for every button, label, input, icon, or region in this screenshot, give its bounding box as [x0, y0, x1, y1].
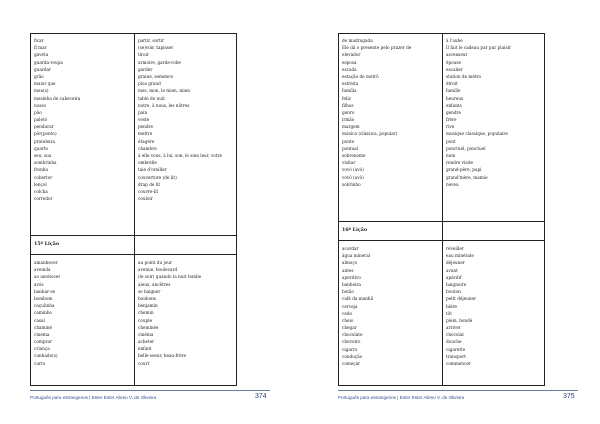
footer-text: Português para estrangeiros | Ester Ester Abreu V. de Oliveira [338, 395, 465, 400]
french-translation: à l'aube [446, 38, 463, 43]
portuguese-term: caçulinha [34, 303, 55, 309]
french-translation: enfant [138, 346, 152, 352]
portuguese-term: pontual [342, 145, 359, 151]
french-translation: baignoire [446, 281, 467, 287]
french-translation: drap de lit [138, 181, 161, 187]
portuguese-term: cigarro [342, 346, 358, 352]
french-translation: grand-père, papi [446, 167, 482, 173]
vocabulary-table-right [338, 33, 545, 386]
french-translation: commencer [446, 361, 471, 366]
french-translation: rive [446, 124, 455, 130]
french-translation: cheminée [138, 324, 159, 330]
french-translation: mes, mon, le mien, mien [138, 88, 190, 94]
portuguese-term: margem [342, 124, 360, 130]
portuguese-term: vovô (avô) [342, 174, 364, 180]
french-translation: aïeux, ancêtres [138, 281, 171, 287]
section-header-divider [339, 240, 544, 241]
portuguese-term: cobertor [34, 174, 53, 180]
portuguese-term: gaveta [34, 52, 49, 58]
portuguese-term: criança [34, 346, 50, 352]
french-translation: pain [138, 109, 148, 115]
french-translation: se baigner [138, 288, 161, 294]
french-translation: escalier [446, 66, 463, 72]
portuguese-term: pão [34, 109, 42, 115]
french-translation: couvre-lit [138, 188, 159, 194]
french-column [138, 259, 201, 367]
portuguese-term: guarda-roupa [34, 59, 63, 65]
french-translation: bouton [446, 289, 461, 295]
french-translation: plus grand [138, 81, 161, 87]
french-translation: couverture (de lit) [138, 174, 177, 180]
french-translation: arriver [446, 325, 461, 331]
french-translation: bonbons [138, 295, 156, 301]
french-translation: ponctuel, ponctuel [446, 145, 486, 151]
french-translation: réveiller [446, 246, 464, 251]
portuguese-term: família [342, 88, 357, 94]
french-translation: armoire, garde-robe [138, 59, 181, 65]
portuguese-term: fronha [34, 167, 48, 173]
vocabulary-table-left [30, 33, 237, 386]
portuguese-term: pendurar [34, 124, 54, 130]
french-translation: graine, semence [138, 73, 173, 79]
portuguese-term: genro [342, 109, 355, 115]
portuguese-column [34, 259, 60, 367]
french-translation: douche [446, 339, 462, 345]
portuguese-term: esposa [342, 59, 357, 65]
portuguese-term: cedo [342, 310, 353, 316]
portuguese-term: almoço [342, 260, 358, 266]
french-column [446, 37, 511, 188]
portuguese-term: caminho [34, 310, 53, 316]
portuguese-term: escada [342, 66, 357, 72]
french-translation: bière [446, 303, 457, 309]
french-translation: transport [446, 353, 466, 359]
section-divider [339, 221, 544, 222]
portuguese-term: estação de metrô [342, 73, 379, 79]
portuguese-term: prateleira [34, 138, 55, 144]
french-translation: avant [446, 267, 458, 273]
portuguese-term: feliz [342, 95, 351, 101]
portuguese-term: cerveja [342, 303, 358, 309]
portuguese-term: sombrinha [34, 160, 57, 166]
french-translation: (le soir) quando la nuit tombe [138, 274, 202, 280]
portuguese-term: sobrenome [342, 153, 366, 158]
french-translation: (se)voir, tapisser [138, 45, 174, 51]
french-translation: plein, bondé [446, 317, 473, 323]
page-number: 375 [563, 393, 575, 400]
portuguese-term: vovó (avó) [342, 167, 364, 173]
portuguese-term: ficar [34, 38, 44, 43]
french-translation: belle-soeur, beau-frère [138, 353, 187, 359]
portuguese-term: casal [34, 317, 45, 323]
french-translation: chambre [138, 145, 157, 151]
french-translation: veste [138, 117, 150, 123]
portuguese-term: amanhecer [34, 260, 58, 265]
french-translation: eau minérale [446, 253, 474, 259]
portuguese-term: cheio [342, 317, 354, 323]
french-translation: rendre visite [446, 160, 474, 166]
portuguese-term: banhar-se [34, 288, 56, 294]
french-translation: garder [138, 66, 153, 72]
footer-text: Português para estrangeiros | Ester Ester Abreu V. de Oliveira [30, 395, 157, 400]
french-translation: partir, sortir [138, 38, 165, 43]
portuguese-term: sobrinho [342, 181, 361, 187]
french-translation: apéritif [446, 274, 462, 280]
french-translation: ascenseur [446, 52, 468, 58]
portuguese-term: curto [34, 360, 46, 366]
french-translation: enfants [446, 102, 462, 108]
section-header-divider [31, 254, 236, 255]
french-translation: tiroir [138, 52, 149, 58]
page-number: 374 [255, 393, 267, 400]
french-translation: station de métro [446, 73, 482, 79]
portuguese-term: café da manhã [342, 296, 374, 302]
french-translation: musique classique, populaire [446, 131, 508, 137]
portuguese-term: bombom [34, 295, 53, 301]
portuguese-term: mesinha de cabeceira [34, 95, 81, 101]
portuguese-term: avós [34, 281, 44, 287]
french-column [446, 245, 476, 367]
portuguese-term: avenida [34, 267, 51, 273]
portuguese-term: ponte [342, 138, 355, 144]
french-translation: famille [446, 88, 461, 94]
portuguese-term: chegar [342, 325, 357, 331]
portuguese-term: grão [34, 73, 44, 79]
french-translation: acheter [138, 339, 155, 345]
portuguese-term: maior que [34, 81, 56, 87]
french-translation: taie d'oreiller [138, 167, 167, 173]
french-translation: nom [446, 153, 456, 158]
section-title: 15ª Lição [34, 241, 60, 247]
portuguese-column [342, 37, 411, 188]
french-translation: court [138, 360, 150, 366]
portuguese-term: botão [342, 289, 354, 295]
portuguese-term: cinema [34, 331, 50, 337]
french-translation: étroit [446, 81, 458, 87]
french-translation: au point du jour [138, 260, 173, 265]
portuguese-column [34, 37, 80, 202]
portuguese-term: elevador [342, 52, 361, 58]
french-translation: mettre [138, 131, 153, 137]
french-translation: table de nuit [138, 95, 165, 101]
portuguese-term: acordar [342, 246, 359, 251]
french-translation: couloir [138, 196, 153, 202]
section-title: 16ª Lição [342, 227, 368, 233]
french-translation: Il fait le cadeau par pur plaisir [446, 45, 511, 51]
section-divider [31, 235, 236, 236]
portuguese-term: meu(s) [34, 88, 49, 94]
portuguese-term: banheira [342, 281, 361, 287]
french-translation: tôt [446, 310, 452, 316]
portuguese-term: começar [342, 361, 361, 366]
french-translation: épouse [446, 59, 462, 65]
french-translation: chemin [138, 310, 154, 316]
french-translation: neveu [446, 181, 459, 187]
portuguese-term: visitar [342, 160, 356, 166]
french-translation: étagère [138, 138, 155, 144]
portuguese-term: quarto [34, 145, 49, 151]
portuguese-term: Ele dá o presente pelo prazer de [342, 45, 412, 51]
portuguese-term: colcha [34, 188, 48, 194]
portuguese-term: água mineral [342, 253, 371, 259]
portuguese-term: guardar [34, 66, 52, 72]
portuguese-term: filhos [342, 102, 354, 108]
portuguese-term: chaminé [34, 324, 53, 330]
french-column [138, 37, 222, 202]
portuguese-term: chocolate [342, 332, 363, 338]
portuguese-term: música (clássica, popular) [342, 131, 398, 137]
right-page [300, 0, 600, 424]
portuguese-term: estreita [342, 81, 359, 87]
french-translation: heureux [446, 95, 464, 101]
french-translation: avenue, boulevard [138, 267, 178, 273]
french-translation: cigarette [446, 346, 466, 352]
french-translation: frère [446, 117, 457, 123]
portuguese-term: chuveiro [342, 339, 361, 345]
portuguese-term: seu, sua [34, 153, 52, 158]
portuguese-term: irmão [342, 117, 355, 123]
portuguese-term: de madrugada [342, 38, 373, 43]
french-translation: benjamin [138, 303, 158, 309]
french-translation: pendre [138, 124, 154, 130]
french-translation: gendre [446, 109, 462, 115]
portuguese-term: aperitivo [342, 274, 361, 280]
portuguese-term: pôr(ponto) [34, 131, 57, 137]
portuguese-term: corredor [34, 196, 53, 202]
french-translation: chocolat [446, 332, 464, 338]
portuguese-term: comprar [34, 339, 53, 345]
footer-rule [338, 390, 578, 391]
french-translation: à elle vous, à lui, son, le sien leur, votre [138, 153, 222, 158]
portuguese-term: fl mar [34, 45, 47, 51]
portuguese-term: antes [342, 267, 354, 273]
french-translation: grand'mère, mamie [446, 174, 488, 180]
portuguese-term: paletó [34, 117, 48, 123]
portuguese-column [342, 245, 373, 367]
french-translation: cinéma [138, 331, 154, 337]
french-translation: ombrelle [138, 160, 157, 166]
portuguese-term: cunhado(s) [34, 353, 58, 359]
portuguese-term: lençol [34, 181, 47, 187]
portuguese-term: ao anoitecer [34, 274, 61, 280]
french-translation: déjeuner [446, 260, 465, 266]
french-translation: couple [138, 317, 153, 323]
french-translation: petit déjeuner [446, 296, 477, 302]
french-translation: pont [446, 138, 456, 144]
portuguese-term: nosso [34, 102, 47, 108]
footer-rule [30, 390, 270, 391]
portuguese-term: condução [342, 353, 363, 359]
french-translation: notre, à nous, les nôtres [138, 102, 190, 108]
